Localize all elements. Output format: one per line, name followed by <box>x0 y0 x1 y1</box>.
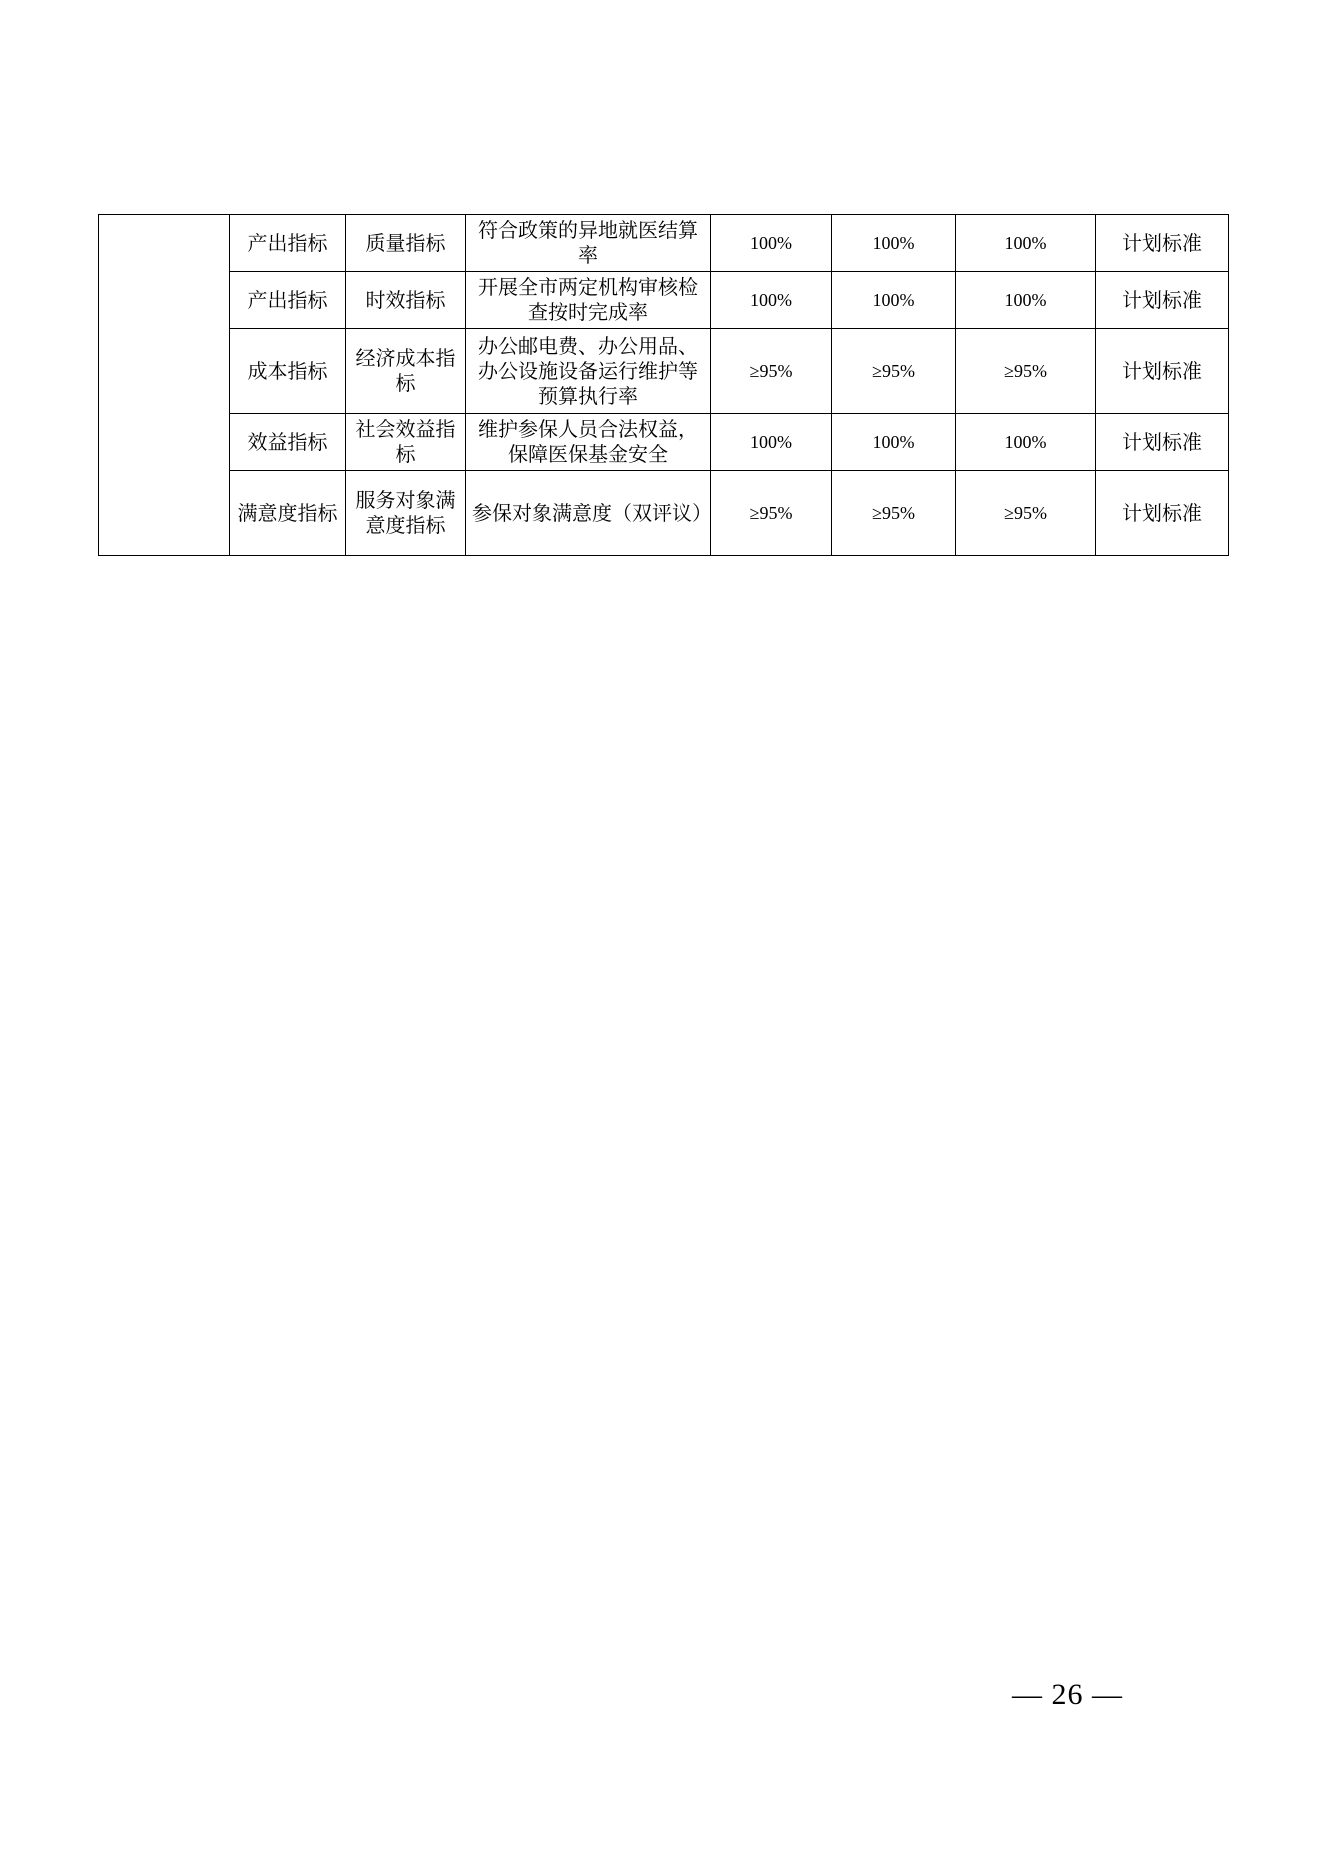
target-value-cell: 100% <box>956 414 1096 471</box>
level1-indicator-cell: 产出指标 <box>230 215 346 272</box>
target-value-cell: 100% <box>711 414 832 471</box>
level1-indicator-cell: 满意度指标 <box>230 471 346 556</box>
target-value-cell: ≥95% <box>956 329 1096 414</box>
page-number: — 26 — <box>1012 1678 1123 1711</box>
table-row <box>99 329 1229 414</box>
basis-cell: 计划标准 <box>1096 471 1229 556</box>
table-row <box>99 471 1229 556</box>
indicator-description-cell: 开展全市两定机构审核检查按时完成率 <box>466 272 711 329</box>
target-value-cell: 100% <box>832 215 956 272</box>
target-value-cell: ≥95% <box>711 471 832 556</box>
target-value-cell: 100% <box>711 215 832 272</box>
target-value-cell: 100% <box>956 215 1096 272</box>
basis-cell: 计划标准 <box>1096 272 1229 329</box>
table-row <box>99 215 1229 272</box>
target-value-cell: ≥95% <box>832 471 956 556</box>
indicator-description-cell: 维护参保人员合法权益，保障医保基金安全 <box>466 414 711 471</box>
target-value-cell: 100% <box>711 272 832 329</box>
level2-indicator-cell: 质量指标 <box>346 215 466 272</box>
target-value-cell: 100% <box>832 272 956 329</box>
target-value-cell: 100% <box>832 414 956 471</box>
level2-indicator-cell: 时效指标 <box>346 272 466 329</box>
indicator-description-cell: 参保对象满意度（双评议） <box>466 471 711 556</box>
level2-indicator-cell: 服务对象满意度指标 <box>346 471 466 556</box>
indicator-description-cell: 办公邮电费、办公用品、办公设施设备运行维护等预算执行率 <box>466 329 711 414</box>
level2-indicator-cell: 社会效益指标 <box>346 414 466 471</box>
basis-cell: 计划标准 <box>1096 329 1229 414</box>
target-value-cell: 100% <box>956 272 1096 329</box>
basis-cell: 计划标准 <box>1096 414 1229 471</box>
merged-blank-cell <box>99 215 230 556</box>
target-value-cell: ≥95% <box>832 329 956 414</box>
level2-indicator-cell: 经济成本指标 <box>346 329 466 414</box>
target-value-cell: ≥95% <box>711 329 832 414</box>
table-row <box>99 414 1229 471</box>
level1-indicator-cell: 效益指标 <box>230 414 346 471</box>
indicator-description-cell: 符合政策的异地就医结算率 <box>466 215 711 272</box>
level1-indicator-cell: 成本指标 <box>230 329 346 414</box>
basis-cell: 计划标准 <box>1096 215 1229 272</box>
performance-indicator-table <box>98 214 1229 556</box>
target-value-cell: ≥95% <box>956 471 1096 556</box>
level1-indicator-cell: 产出指标 <box>230 272 346 329</box>
table-row <box>99 272 1229 329</box>
